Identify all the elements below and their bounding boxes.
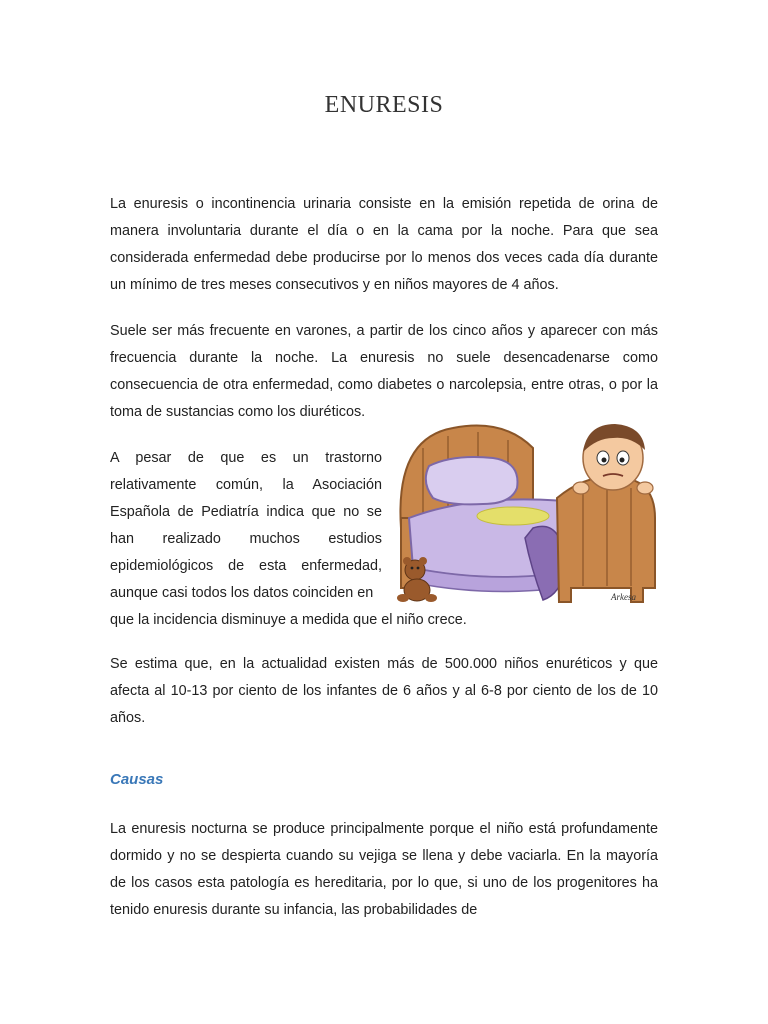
bedwetting-illustration [393, 418, 661, 606]
footboard [557, 477, 655, 602]
paragraph-frequency: Suele ser más frecuente en varones, a partir de los cinco años y aparecer con más frecuencia durante la noche. La enuresis no suele desencadenarse como consecuencia de otra enfermedad, como diabetes o narcolepsia, entre otras, o por la toma de sustancias como los diuréticos. [110, 323, 658, 420]
paragraph-epidemiology-end: que la incidencia disminuye a medida que el niño crece. [110, 612, 467, 628]
wet-stain [477, 507, 549, 525]
paragraph-statistics: Se estima que, en la actualidad existen más de 500.000 niños enuréticos y que afecta al 10-13 por ciento de los infantes de 6 años y al 6-8 por ciento de los de 10 años. [110, 656, 658, 726]
worried-boy [573, 424, 653, 494]
paragraph-causes: La enuresis nocturna se produce principalmente porque el niño está profundamente dormido y no se despierta cuando su vejiga se llena y debe vaciarla. En la mayoría de los casos esta patología es hereditaria, por lo que, si uno de los progenitores ha tenido enuresis durante su infancia, las probabilidades de [110, 821, 658, 918]
document-title: ENURESIS [324, 92, 444, 118]
paragraph-definition: La enuresis o incontinencia urinaria consiste en la emisión repetida de orina de manera involuntaria durante el día o en la cama por la noche. Para que sea considerada enfermedad debe producirse por lo menos dos veces cada día durante un mínimo de tres meses consecutivos y en niños mayores de 4 años. [110, 196, 658, 293]
section-heading-causas: Causas [110, 771, 164, 788]
paragraph-epidemiology: A pesar de que es un trastorno relativamente común, la Asociación Española de Pediatría indica que no se han realizado muchos estudios epidemiológicos de esta enfermedad, aunque casi todos los datos coinciden en [110, 450, 382, 601]
artist-signature: Arkesa [611, 592, 636, 602]
pillow [426, 457, 518, 504]
